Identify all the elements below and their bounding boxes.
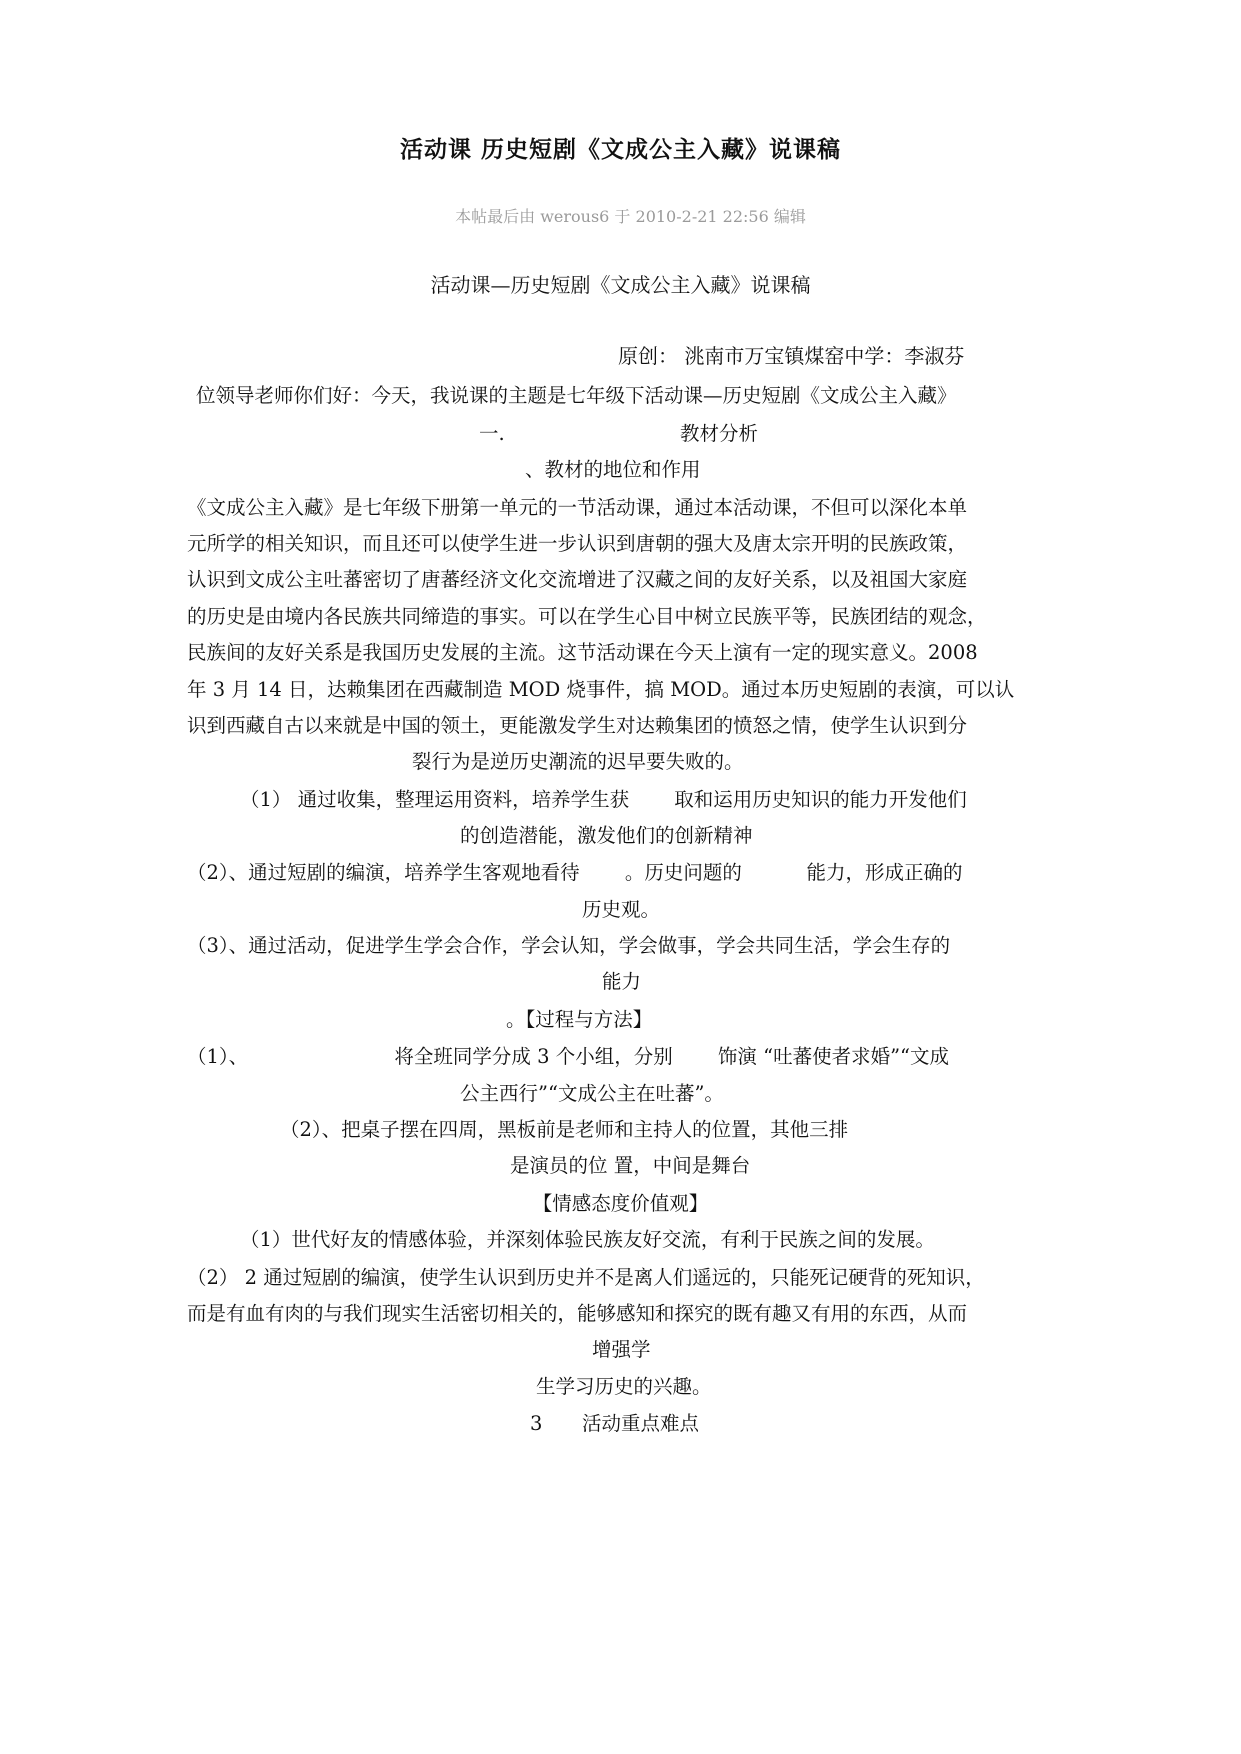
goal-1-line-2: 的创造潜能，激发他们的创新精神 (460, 824, 753, 847)
emotion-heading: 【情感态度价值观】 (532, 1192, 709, 1215)
paragraph-line: 裂行为是逆历史潮流的迟早要失败的。 (412, 750, 744, 773)
document-title: 活动课 历史短剧《文成公主入藏》说课稿 (399, 136, 841, 163)
section-1-number: 一. (479, 422, 505, 445)
paragraph-line: 民族间的友好关系是我国历史发展的主流。这节活动课在今天上演有一定的现实意义。2008 (187, 641, 978, 664)
paragraph-line: 识到西藏自古以来就是中国的领土，更能激发学生对达赖集团的愤怒之情，使学生认识到分 (187, 714, 968, 737)
process-1-line: （1）、 将全班同学分成 3 个小组，分别 饰演 “吐蕃使者求婚”“文成 (187, 1045, 950, 1068)
section-1-title: 教材分析 (680, 422, 759, 445)
paragraph-line: 的历史是由境内各民族共同缔造的事实。可以在学生心目中树立民族平等，民族团结的观念， (187, 605, 987, 628)
edit-note: 本帖最后由 werous6 于 2010-2-21 22:56 编辑 (455, 207, 806, 226)
emotion-1-line: （1）世代好友的情感体验，并深刻体验民族友好交流，有利于民族之间的发展。 (240, 1228, 935, 1251)
section-3-title: 活动重点难点 (582, 1412, 700, 1435)
emotion-2-line: （2） 2 通过短剧的编演，使学生认识到历史并不是离人们遥远的，只能死记硬背的死知识， (187, 1266, 985, 1289)
author-line: 原创： 洮南市万宝镇煤窑中学：李淑芬 (618, 344, 965, 368)
paragraph-line: 《文成公主入藏》是七年级下册第一单元的一节活动课，通过本活动课，不但可以深化本单 (187, 496, 968, 519)
paragraph-line: 认识到文成公主吐蕃密切了唐蕃经济文化交流增进了汉藏之间的友好关系，以及祖国大家庭 (187, 568, 968, 591)
paragraph-line: 元所学的相关知识，而且还可以使学生进一步认识到唐朝的强大及唐太宗开明的民族政策， (187, 532, 968, 555)
emotion-2-line-2: 而是有血有肉的与我们现实生活密切相关的，能够感知和探究的既有趣又有用的东西，从而 (187, 1302, 968, 1325)
subsection-1-heading: 、教材的地位和作用 (525, 458, 701, 481)
goal-3-line-2: 能力 (602, 970, 642, 993)
emotion-2-line-4: 生学习历史的兴趣。 (536, 1375, 712, 1398)
process-1-line-2: 公主西行”“文成公主在吐蕃”。 (460, 1082, 724, 1105)
greeting: 位领导老师你们好：今天，我说课的主题是七年级下活动课—历史短剧《文成公主入藏》 (196, 384, 957, 407)
subtitle: 活动课—历史短剧《文成公主入藏》说课稿 (430, 273, 811, 297)
emotion-2-line-3: 增强学 (592, 1338, 651, 1361)
goal-2-line-2: 历史观。 (582, 898, 661, 921)
process-2-line-2: 是演员的位 置，中间是舞台 (510, 1154, 751, 1177)
process-heading: 。【过程与方法】 (506, 1008, 653, 1031)
goal-3-line: （3）、通过活动，促进学生学会合作，学会认知，学会做事，学会共同生活，学会生存的 (187, 934, 951, 957)
goal-1-line: （1） 通过收集，整理运用资料，培养学生获 取和运用历史知识的能力开发他们 (240, 788, 967, 811)
process-2-line: （2）、把桌子摆在四周，黑板前是老师和主持人的位置，其他三排 (280, 1118, 849, 1141)
section-3-number: 3 (530, 1412, 543, 1435)
goal-2-line: （2）、通过短剧的编演，培养学生客观地看待 。历史问题的 能力，形成正确的 (187, 861, 963, 884)
paragraph-line: 年 3 月 14 日，达赖集团在西藏制造 MOD 烧事件，搞 MOD。通过本历史短剧的表演，可以认 (187, 678, 1015, 701)
